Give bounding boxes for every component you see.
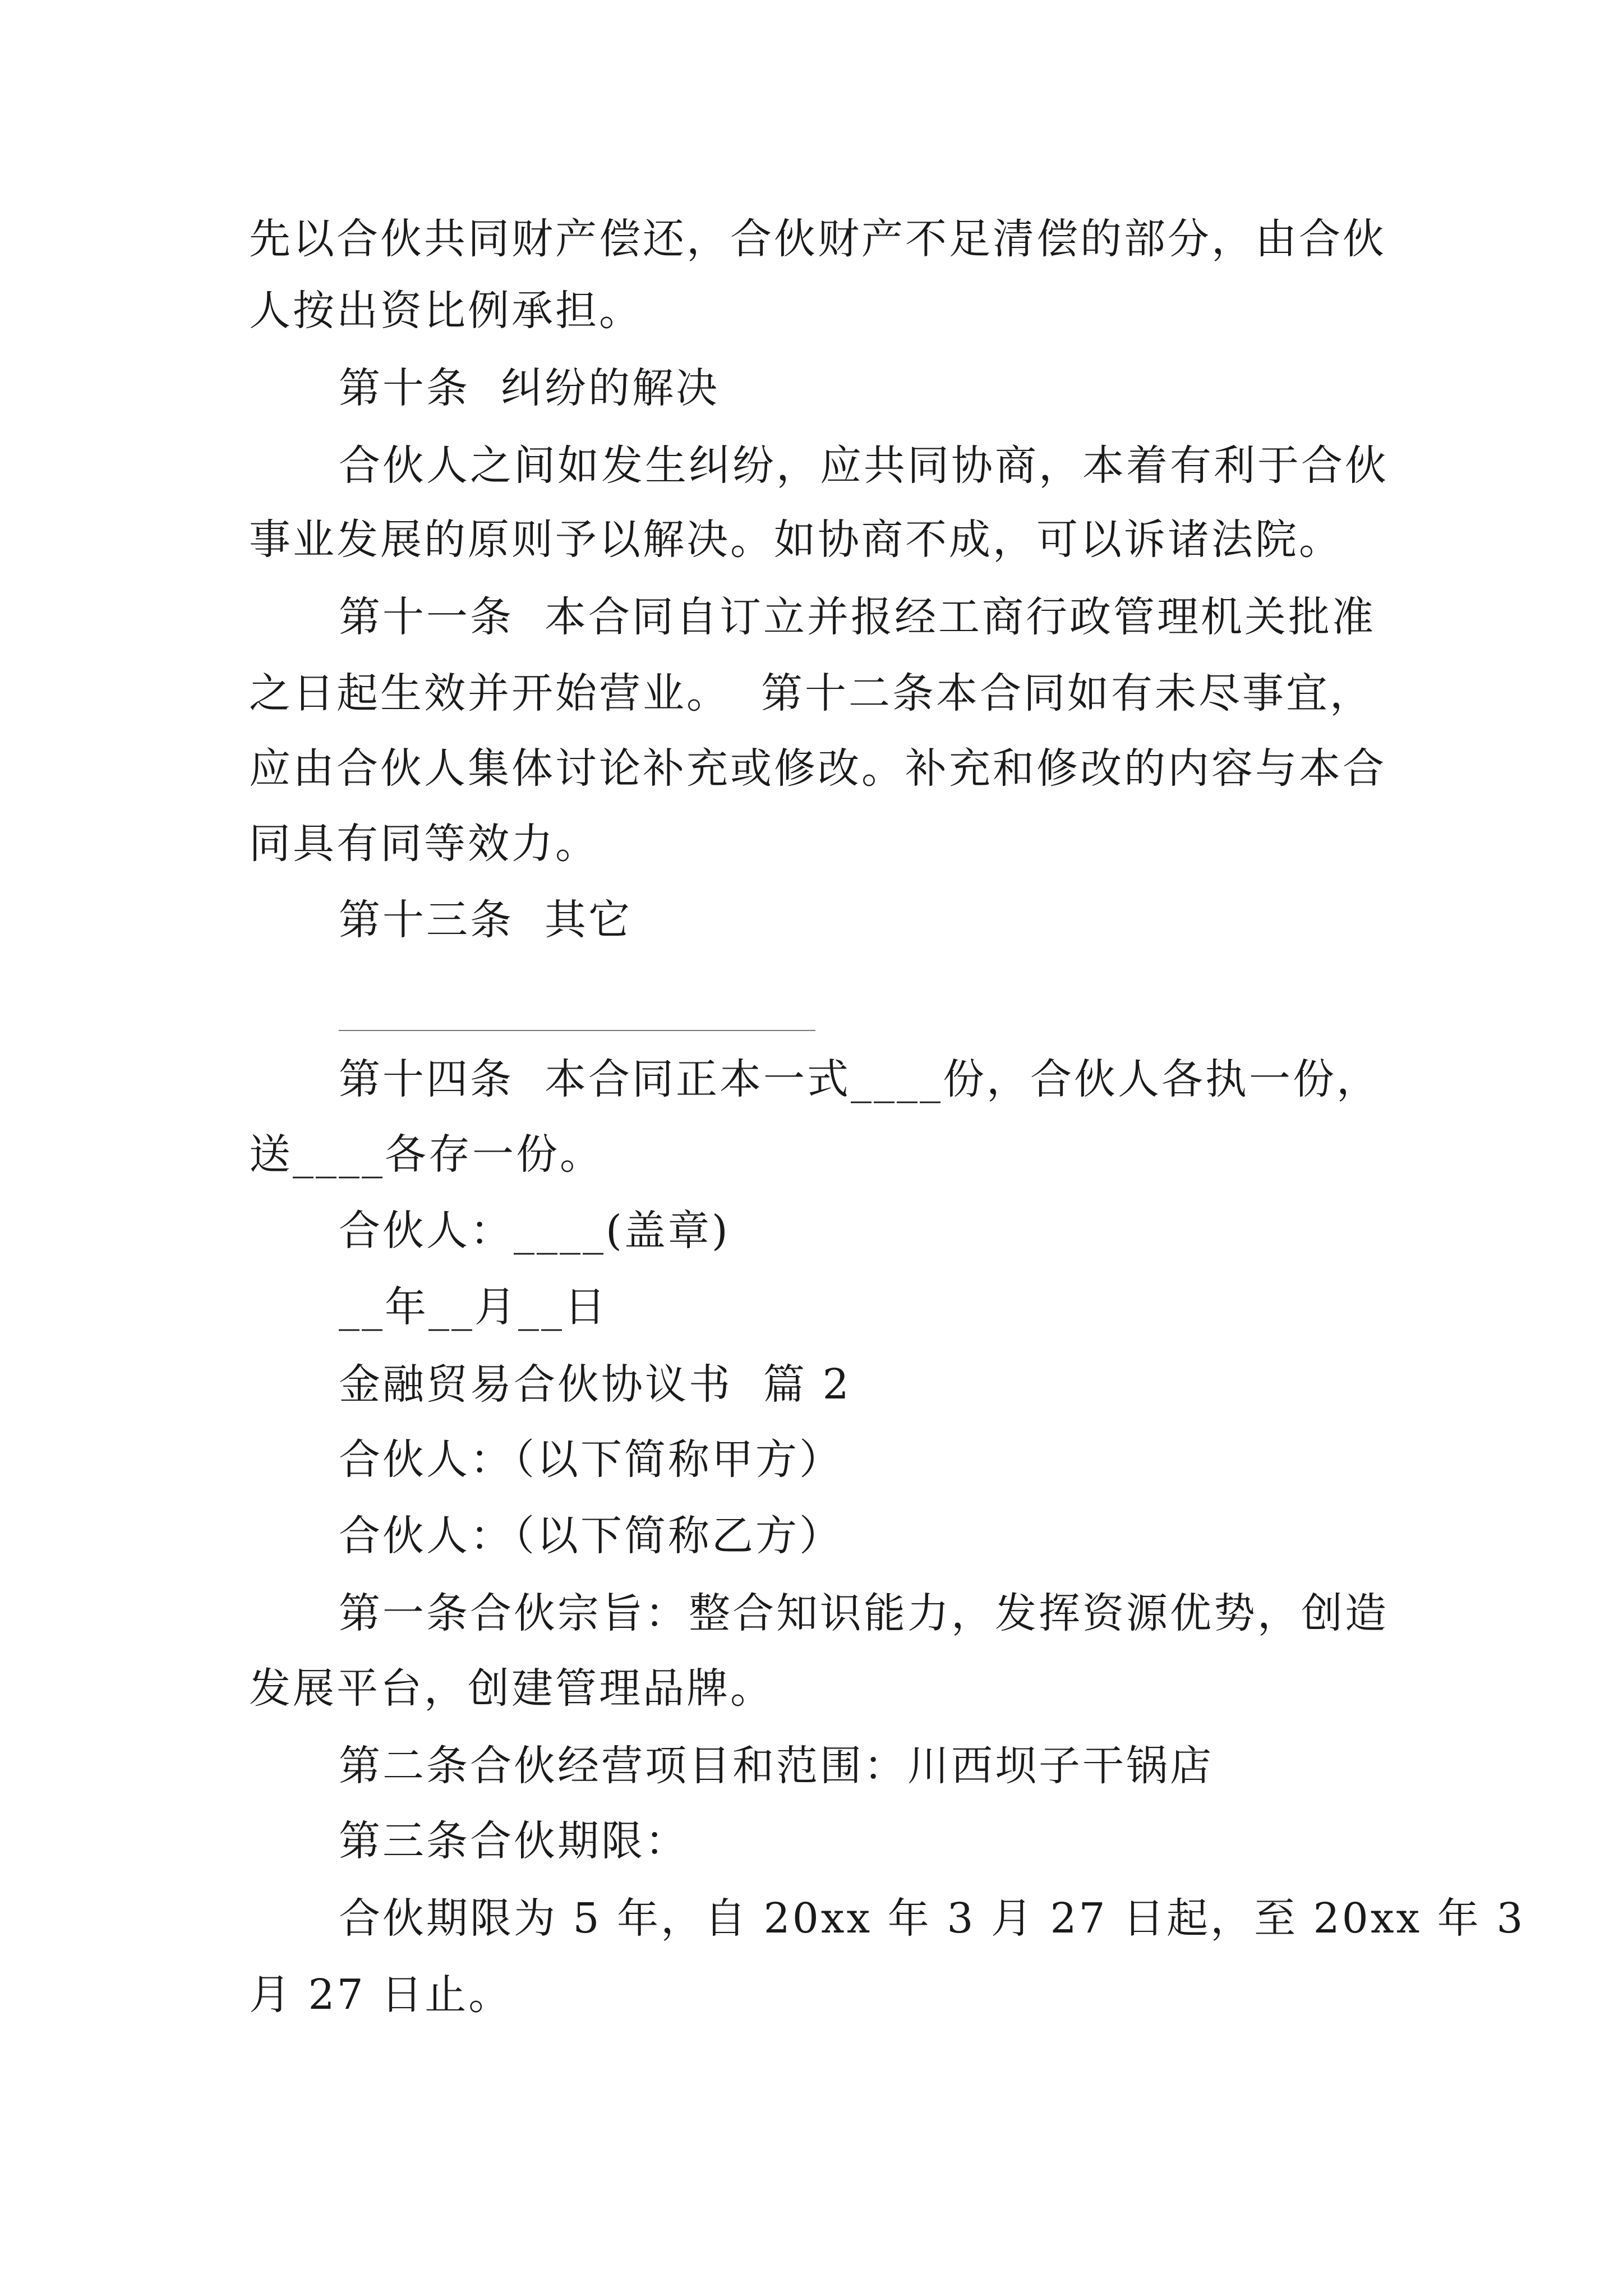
paragraph-line: 第十四条 本合同正本一式____份，合伙人各执一份， bbox=[339, 1055, 1381, 1103]
section-title: 金融贸易合伙协议书 篇 2 bbox=[339, 1360, 851, 1409]
paragraph-line: 应由合伙人集体讨论补充或修改。补充和修改的内容与本合 bbox=[249, 744, 1386, 793]
paragraph-line: 同具有同等效力。 bbox=[249, 820, 599, 868]
paragraph-line: 合伙期限为 5 年，自 20xx 年 3 月 27 日起，至 20xx 年 3 bbox=[339, 1894, 1525, 1943]
paragraph-line: 事业发展的原则予以解决。如协商不成，可以诉诸法院。 bbox=[249, 516, 1343, 564]
paragraph-line: 第十一条 本合同自订立并报经工商行政管理机关批准 bbox=[339, 593, 1376, 641]
article-heading: 第三条合伙期限： bbox=[339, 1817, 689, 1865]
paragraph-line: 第二条合伙经营项目和范围：川西坝子干锅店 bbox=[339, 1742, 1214, 1790]
article-heading: 第十条 纠纷的解决 bbox=[339, 364, 720, 412]
party-line: 合伙人：（以下简称甲方） bbox=[339, 1435, 843, 1484]
paragraph-line: 人按出资比例承担。 bbox=[249, 287, 643, 335]
paragraph-line: 月 27 日止。 bbox=[249, 1971, 513, 2019]
party-line: 合伙人：（以下简称乙方） bbox=[339, 1512, 843, 1560]
paragraph-line: 发展平台，创建管理品牌。 bbox=[249, 1664, 774, 1713]
paragraph-line: 先以合伙共同财产偿还，合伙财产不足清偿的部分，由合伙 bbox=[249, 215, 1386, 263]
date-line: __年__月__日 bbox=[339, 1283, 608, 1331]
blank-fill-line bbox=[339, 1030, 815, 1031]
paragraph-line: 送____各存一份。 bbox=[249, 1130, 603, 1179]
article-heading: 第十三条 其它 bbox=[339, 896, 633, 944]
paragraph-line: 合伙人之间如发生纠纷，应共同协商，本着有利于合伙 bbox=[339, 441, 1389, 490]
paragraph-line: 第一条合伙宗旨：整合知识能力，发挥资源优势，创造 bbox=[339, 1589, 1389, 1637]
paragraph-line: 之日起生效并开始营业。 第十二条本合同如有未尽事宜， bbox=[249, 669, 1374, 717]
signature-line: 合伙人：____(盖章) bbox=[339, 1207, 730, 1255]
